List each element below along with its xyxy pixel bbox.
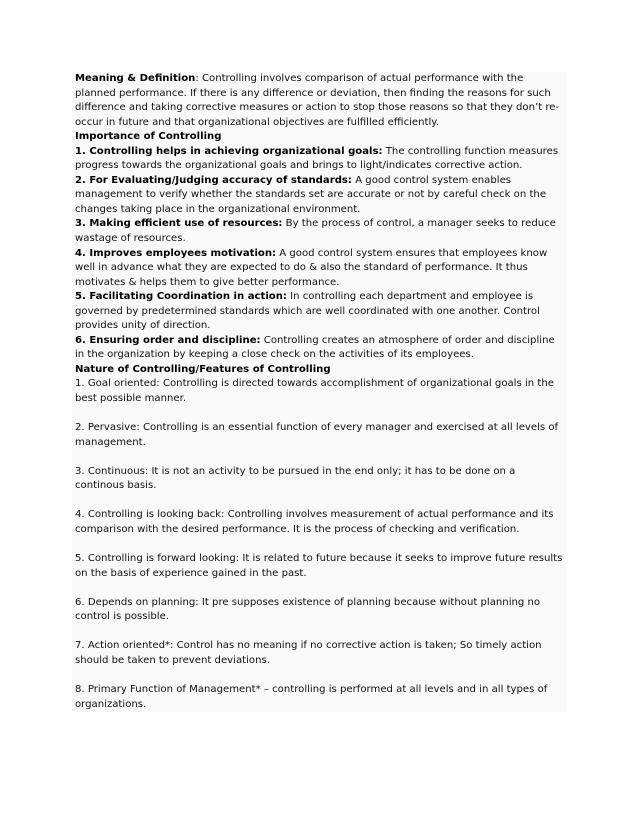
paragraph-gap — [72, 407, 566, 422]
nature-heading: Nature of Controlling/Features of Controlling — [75, 363, 331, 375]
importance-point-1 — [72, 145, 566, 174]
nature-point-1: 1. Goal oriented: Controlling is directed towards accomplishment of organizational goals in the best possible manner. — [75, 378, 554, 405]
paragraph-gap — [72, 581, 566, 596]
paragraph-gap — [72, 494, 566, 509]
importance-point-4 — [72, 247, 566, 291]
nature-point-3: 3. Continuous: It is not an activity to be pursued in the end only; it has to be done on a continous basis. — [75, 465, 516, 492]
importance-point-title: 1. Controlling helps in achieving organizational goals: — [75, 145, 383, 157]
importance-point-text: In controlling each department and employee is governed by predetermined standards which are well coordinated with one another. Control provides unity of direction. — [75, 291, 540, 332]
document-body — [72, 72, 566, 712]
importance-point-text: A good control system ensures that employees know well in advance what they are expected to do & also the standard of performance. It thus motivates & helps them to give better performance. — [75, 247, 548, 288]
importance-point-text: The controlling function measures progress towards the organizational goals and brings to light/indicates corrective action. — [75, 145, 559, 172]
meaning-heading: Meaning & Definition — [75, 73, 196, 84]
importance-heading: Importance of Controlling — [75, 131, 222, 143]
importance-point-2 — [72, 174, 566, 218]
importance-point-6 — [72, 334, 566, 363]
nature-point-2: 2. Pervasive: Controlling is an essential function of every manager and exercised at all levels of management. — [75, 422, 559, 448]
importance-point-title: 4. Improves employees motivation: — [75, 247, 277, 259]
importance-point-text: By the process of control, a manager seeks to reduce wastage of resources. — [75, 218, 556, 245]
paragraph-gap — [72, 625, 566, 640]
importance-point-title: 3. Making efficient use of resources: — [75, 218, 283, 230]
meaning-paragraph — [72, 72, 566, 130]
importance-point-title: 5. Facilitating Coordination in action: — [75, 291, 287, 303]
importance-point-5 — [72, 290, 566, 334]
importance-point-title: 2. For Evaluating/Judging accuracy of standards: — [75, 174, 352, 186]
nature-point-6: 6. Depends on planning: It pre supposes existence of planning because without planning no control is possible. — [75, 596, 541, 623]
importance-point-text: A good control system enables management to verify whether the standards set are accurate or not by careful check on the changes taking place in the organizational environment. — [75, 174, 547, 215]
nature-point-8: 8. Primary Function of Management* – controlling is performed at all levels and in all types of organizations. — [75, 683, 548, 710]
nature-point-7: 7. Action oriented*: Control has no meaning if no corrective action is taken; So timely action should be taken to prevent deviations. — [75, 640, 542, 666]
paragraph-gap — [72, 538, 566, 553]
paragraph-gap — [72, 668, 566, 683]
importance-point-3 — [72, 217, 566, 246]
meaning-text: : Controlling involves comparison of actual performance with the planned performance. If there is any difference or deviation, then finding the reasons for such difference and taking corrective measures or action to stop those reasons so that they don’t re-occur in future and that organizational objectives are fulfilled efficiently. — [75, 73, 560, 128]
paragraph-gap — [72, 450, 566, 465]
nature-point-5: 5. Controlling is forward looking: It is related to future because it seeks to improve future results on the basis of experience gained in the past. — [75, 553, 563, 579]
nature-point-4: 4. Controlling is looking back: Controlling involves measurement of actual performance and its comparison with the desired performance. It is the process of checking and verification. — [75, 509, 554, 535]
importance-point-text: Controlling creates an atmosphere of order and discipline in the organization by keeping a close check on the activities of its employees. — [75, 334, 555, 361]
importance-point-title: 6. Ensuring order and discipline: — [75, 334, 261, 346]
